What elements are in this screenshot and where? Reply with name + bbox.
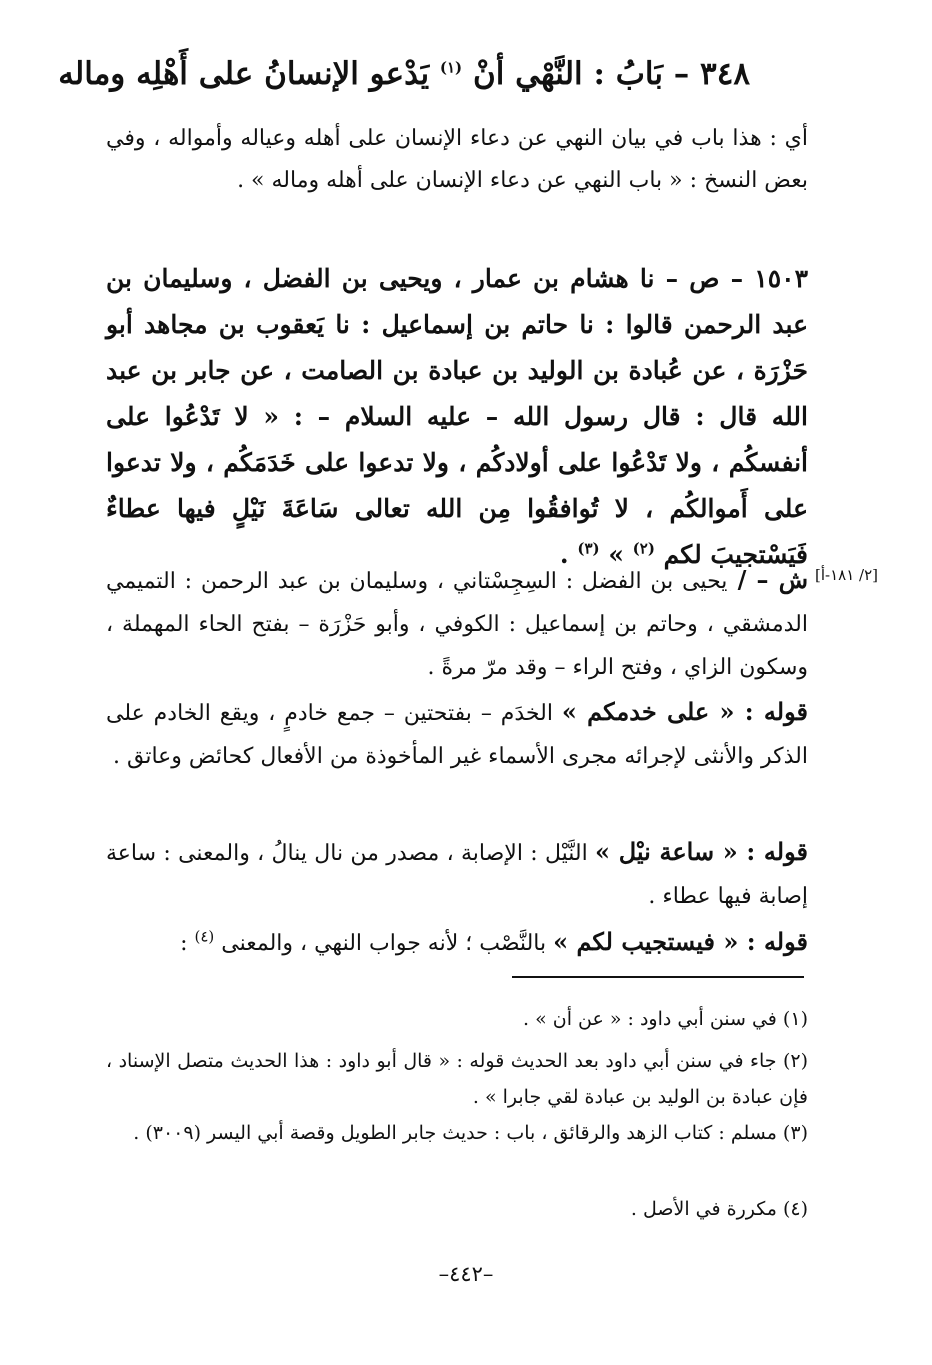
hadith-quote-close: » xyxy=(599,540,633,569)
commentary-lead: ش – / xyxy=(727,565,808,594)
chapter-title-start: ٣٤٨ – بَابُ : النَّهْي أنْ xyxy=(472,56,750,92)
footnote-1: (١) في سنن أبي داود : « عن أن » . xyxy=(523,1008,808,1030)
footnote-ref-1: (١) xyxy=(439,58,463,77)
manuscript-folio-ref: [٢/ ١٨١-أ] xyxy=(815,566,879,584)
page-number: –٤٤٢– xyxy=(438,1262,494,1286)
hadith-end: . xyxy=(559,540,578,569)
gloss-yastajib-text: بالنَّصْب ؛ لأنه جواب النهي ، والمعنى xyxy=(214,931,554,956)
commentary-text: يحيى بن الفضل : السِجِسْتاني ، وسليمان بن عبد الرحمن : التميمي الدمشقي ، وحاتم بن إسماعيل : الكوفي ، وأبو حَزْرَة – بفتح الحاء المهملة ، وسكون الزاي ، وفتح الراء – وقد مرّ مرةً . xyxy=(106,569,808,680)
chapter-title xyxy=(58,52,750,96)
footnote-4: (٤) مكررة في الأصل . xyxy=(630,1198,808,1220)
footnote-2: (٢) جاء في سنن أبي داود بعد الحديث قوله : « قال أبو داود : هذا الحديث متصل الإسناد ، فإن عبادة بن الوليد بن عبادة لقي جابرا » . xyxy=(106,1050,808,1108)
gloss-yastajib-lead: قوله : « فيستجيب لكم » xyxy=(553,927,808,956)
gloss-saa-paragraph xyxy=(106,830,808,918)
commentary-paragraph xyxy=(106,558,808,689)
footnote-ref-2: (٢) xyxy=(632,539,655,558)
chapter-title-end: يَدْعو الإنسانُ على أَهْلِه وماله xyxy=(58,56,440,92)
gloss-yastajib-end: : xyxy=(180,931,195,956)
intro-paragraph: أي : هذا باب في بيان النهي عن دعاء الإنسان على أهله وعياله وأمواله ، وفي بعض النسخ : « باب النهي عن دعاء الإنسان على أهله وماله » . xyxy=(106,126,808,193)
hadith-text: ١٥٠٣ – ص – نا هشام بن عمار ، ويحيى بن الفضل ، وسليمان بن عبد الرحمن قالوا : نا حاتم بن إسماعيل : نا يَعقوب بن مجاهد أبو حَزْرَة ، عن عُبادة بن الوليد بن عبادة بن الصامت ، عن جابر بن عبد الله قال : قال رسول الله – عليه السلام – : « لا تَدْعُوا على أنفسكُم ، ولا تَدْعُوا على أولادكُم ، ولا تدعوا على خَدَمَكُم ، ولا تدعوا على أَموالكُم ، لا تُوافقُوا مِن الله تعالى سَاعَةَ نَيْلٍ فيها عطاءٌ فَيَسْتجيبَ لكم xyxy=(106,264,808,569)
footnote-ref-4: (٤) xyxy=(194,927,215,946)
gloss-saa-text: النَّيْل : الإصابة ، مصدر من نال ينالُ ، والمعنى : ساعة إصابة فيها عطاء . xyxy=(106,841,808,909)
hadith-paragraph xyxy=(106,256,808,578)
gloss-saa-lead: قوله : « ساعة نيْل » xyxy=(595,837,808,866)
footnote-ref-3: (٣) xyxy=(577,539,600,558)
gloss-khadam-text: الخدَم – بفتحتين – جمع خادمٍ ، ويقع الخادم على الذكر والأنثى لإجرائه مجرى الأسماء غير المأخوذة من الأفعال كحائض وعاتق . xyxy=(106,701,808,769)
footnote-3: (٣) مسلم : كتاب الزهد والرقائق ، باب : حديث جابر الطويل وقصة أبي اليسر (٣٠٠٩) . xyxy=(133,1122,808,1144)
gloss-khadam-lead: قوله : « على خدمكم » xyxy=(561,697,808,726)
gloss-yastajib-paragraph xyxy=(106,920,808,965)
gloss-khadam-paragraph xyxy=(106,690,808,778)
footnote-divider xyxy=(512,976,804,978)
